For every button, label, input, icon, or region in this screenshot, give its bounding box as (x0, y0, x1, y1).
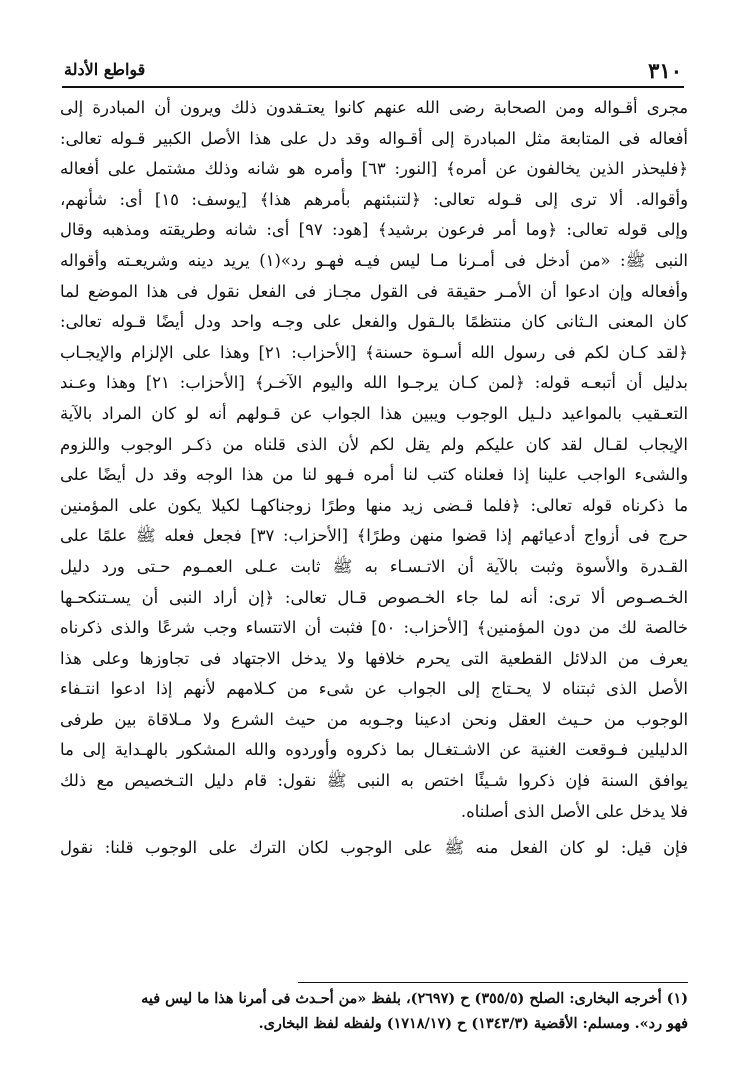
text-line: بدليل أن أتبعـه قوله: ﴿لمن كـان يرجـوا الله واليوم الآخـر﴾ [الأحزاب: ٢١] وهذا وعـند (60, 373, 688, 393)
text-line: الخـصـوص ألا ترى: أنه لما جاء الخـصوص قـال تعالى: ﴿إن أراد النبى أن يسـتنكحـها (60, 587, 688, 607)
text-line: ﴿فليحذر الذين يخالفون عن أمره﴾ [النور: ٦٣] وأمره هو شانه وذلك مشتمل على أفعاله (60, 159, 688, 179)
text-line: وإلى قوله تعالى: ﴿وما أمر فرعون برشيد﴾ [هود: ٩٧] أى: شانه وطريقته ومذهبه وقال (60, 220, 688, 240)
text-line: الوجوب من حـيث العقل ونحن ادعينا وجـوبه من حيث الشرع ولا مـلاقاة بين طرفى (60, 709, 688, 729)
page-number: ٣١٠ (648, 58, 682, 83)
text-line: ﴿لقد كـان لكم فى رسول الله أسـوة حسنة﴾ [الأحزاب: ٢١] وهذا على الإلزام والإيجـاب (60, 342, 688, 362)
text-line: أفعاله فى المتابعة مثل المبادرة إلى أقـواله وقد دل على هذا الأصل الكبير قـوله تعالى: (60, 128, 688, 148)
main-text (60, 93, 688, 864)
footnote-divider (298, 982, 688, 983)
running-title: قواطع الأدلة (64, 60, 146, 79)
text-line: التعـقيب بالمواعيد دلـيل الوجوب ويبين هذا الجواب عن قـولهم أنه لو كان المراد بالآية (60, 403, 688, 423)
footnotes (60, 986, 688, 1036)
text-line: حرج فى أزواج أدعيائهم إذا قضوا منهن وطرًا﴾ [الأحزاب: ٣٧] فجعل فعله ﷺ علمًا على (60, 526, 688, 546)
text-line: يوافق السنة فإن ذكروا شـيئًا اختص به النبى ﷺ نقول: قام دليل التـخصيص مع ذلك (60, 771, 688, 791)
text-line: فلا يدخل على الأصل الذى أصلناه. (460, 801, 688, 821)
text-line: وأقواله. ألا ترى إلى قـوله تعالى: ﴿لتنبئنهم بأمرهم هذا﴾ [يوسف: ١٥] أى: شأنهم، (60, 189, 688, 209)
text-line: والشىء الواجب علينا إذا فعلناه كتب لنا أمره فـهو لنا من هذا الوجه وقد دل أيضًا على (60, 465, 688, 485)
text-line: وأفعاله وإن ادعوا أن الأمـر حقيقة فى القول مجـاز فى الفعل نقول فى هذا الموضع لما (60, 281, 688, 301)
footnote-line: (١) أخرجه البخارى: الصلح (٣٥٥/٥) ح (٢٦٩٧)، بلفظ «من أحـدث فى أمرنا هذا ما ليس فيه (141, 990, 688, 1007)
text-line: يعرف من الدلائل القطعية التى يحرم خلافها ولا يدخل الاجتهاد فى تجاوزها وعلى هذا (60, 648, 688, 668)
text-line: الدليلين فـوقعت الغنية عن الاشـتغـال بما ذكروه وأوردوه والله المشكور بالهـداية إلى ما (60, 740, 688, 760)
text-line: فإن قيل: لو كان الفعل منه ﷺ على الوجوب لكان الترك على الوجوب قلنا: نقول (60, 838, 688, 858)
text-line: كان المعنى الـثانى كان منتظمًا بالـقول والفعل على وجـه واحد ودل أيضًا قـوله تعالى: (60, 312, 688, 332)
text-line: القـدرة والأسوة وثبت بالآية أن الاتـسـاء به ﷺ ثابت عـلى العمـوم حـتى ورد دليل (60, 556, 688, 576)
text-line: خالصة لك من دون المؤمنين﴾ [الأحزاب: ٥٠] فثبت أن الاتتساء وجب شرعًا والذى ذكرناه (60, 618, 688, 638)
text-line: مجرى أقـواله ومن الصحابة رضى الله عنهم كانوا يعتـقدون ذلك ويرون أن المبادرة إلى (60, 98, 688, 117)
footnote-line: فهو رد». ومسلم: الأقضية (١٣٤٣/٣) ح (١٧١٨/١٧) ولفظه لفظ البخارى. (258, 1015, 688, 1032)
text-line: ما ذكرناه قوله تعالى: ﴿فلما قـضى زيد منها وطرًا زوجناكهـا لكيلا يكون على المؤمنين (60, 495, 688, 515)
text-line: الأصل الذى ثبتناه لا يحـتاج إلى الجواب عن شىء من كـلامهم لأنهم إذا ادعوا انتـفاء (60, 679, 688, 699)
text-line: النبى ﷺ: «من أدخل فى أمـرنا مـا ليس فيـه فهـو رد»(١) يريد دينه وشريعـته وأقواله (60, 250, 688, 270)
page-header (62, 58, 684, 88)
text-line: الإيجاب لقـال لقد كان عليكم ولم يقل لكم لأن الذى قلناه من ذكـر الوجوب واللزوم (60, 434, 688, 454)
